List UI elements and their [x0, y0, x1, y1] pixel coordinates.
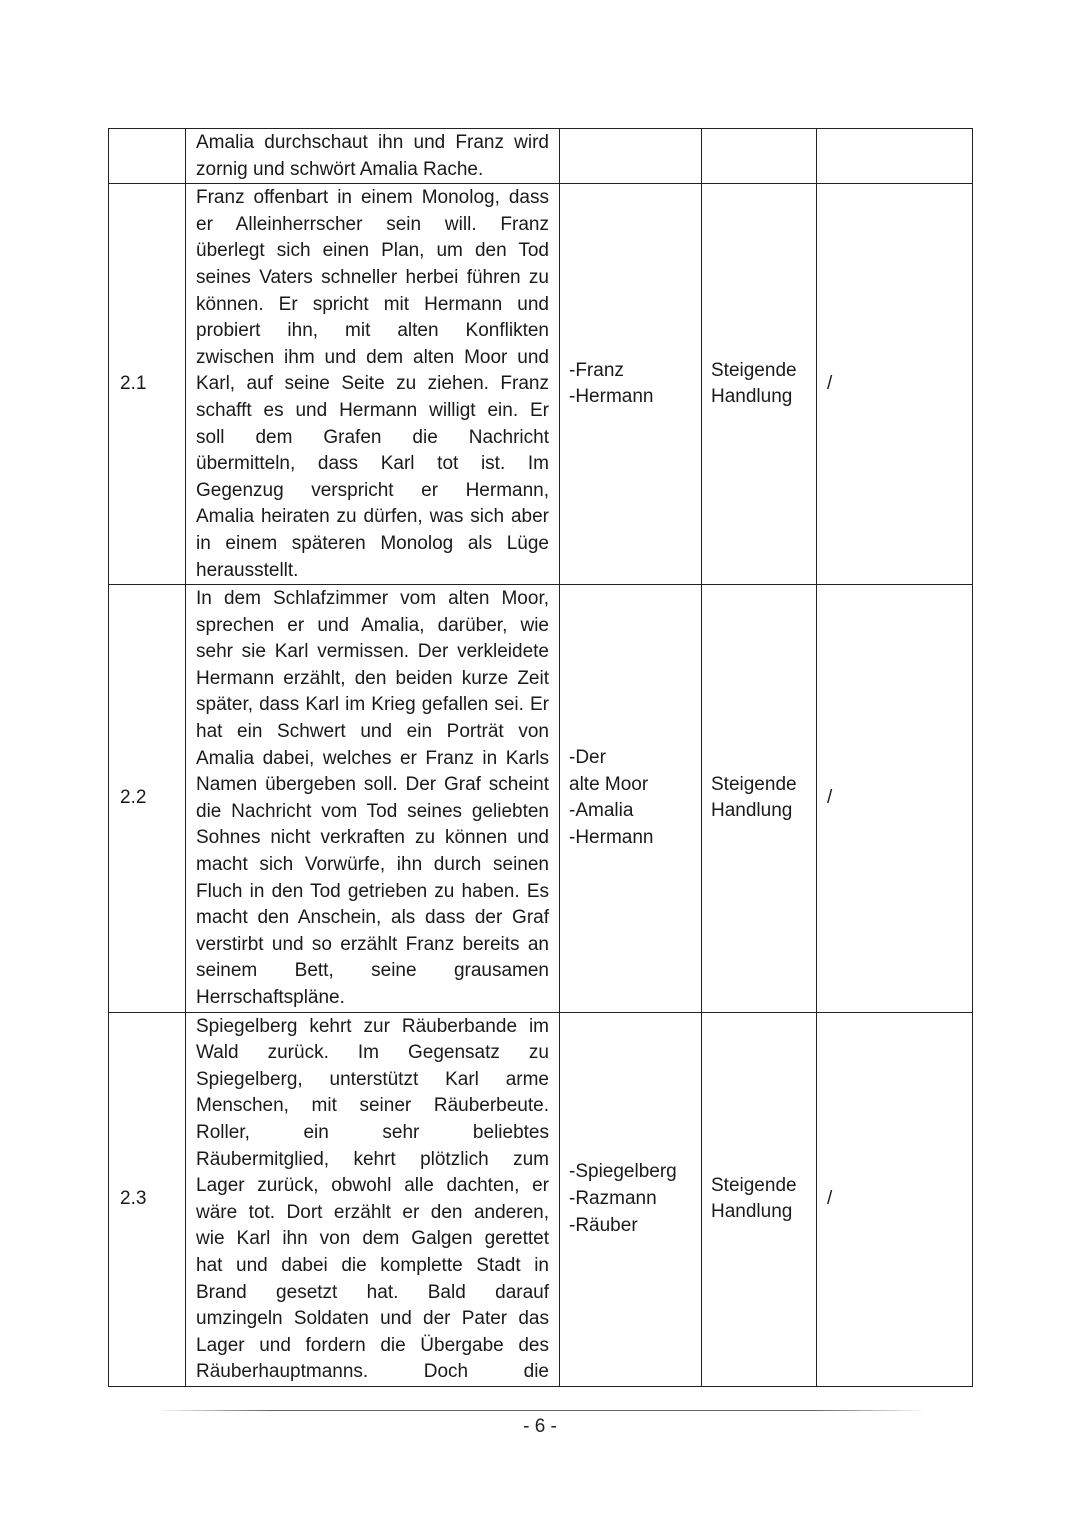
table-row: [109, 129, 973, 184]
footer-divider: [155, 1410, 927, 1411]
table-row: [109, 585, 973, 1013]
page-number: - 6 -: [523, 1416, 557, 1437]
scene-phase: Steigende Handlung: [702, 184, 817, 585]
scene-phase: Steigende Handlung: [702, 1012, 817, 1386]
scene-number: [109, 129, 186, 184]
scene-analysis-table: [108, 128, 973, 1387]
scene-persons: -Der alte Moor -Amalia -Hermann: [560, 585, 702, 1013]
scene-extra: /: [817, 1012, 973, 1386]
scene-phase: [702, 129, 817, 184]
scene-content: Franz offenbart in einem Monolog, dass er Alleinherrscher sein will. Franz überlegt sich einen Plan, um den Tod seines Vaters schneller herbei führen zu können. Er spricht mit Hermann und probiert ihn, mit alten Konflikten zwischen ihm und dem alten Moor und Karl, auf seine Seite zu ziehen. Franz schafft es und Hermann willigt ein. Er soll dem Grafen die Nachricht übermitteln, dass Karl tot ist. Im Gegenzug verspricht er Hermann, Amalia heiraten zu dürfen, was sich aber in einem späteren Monolog als Lüge herausstellt.: [186, 184, 560, 585]
scene-content: Spiegelberg kehrt zur Räuberbande im Wald zurück. Im Gegensatz zu Spiegelberg, unterstützt Karl arme Menschen, mit seiner Räuberbeute. Roller, ein sehr beliebtes Räubermitglied, kehrt plötzlich zum Lager zurück, obwohl alle dachten, er wäre tot. Dort erzählt er den anderen, wie Karl ihn von dem Galgen gerettet hat und dabei die komplette Stadt in Brand gesetzt hat. Bald darauf umzingeln Soldaten und der Pater das Lager und fordern die Übergabe des Räuberhauptmanns. Doch die: [186, 1012, 560, 1386]
scene-extra: [817, 129, 973, 184]
scene-number: 2.3: [109, 1012, 186, 1386]
table-row: [109, 1012, 973, 1386]
scene-content: In dem Schlafzimmer vom alten Moor, sprechen er und Amalia, darüber, wie sehr sie Karl vermissen. Der verkleidete Hermann erzählt, den beiden kurze Zeit später, dass Karl im Krieg gefallen sei. Er hat ein Schwert und ein Porträt von Amalia dabei, welches er Franz in Karls Namen übergeben soll. Der Graf scheint die Nachricht vom Tod seines geliebten Sohnes nicht verkraften zu können und macht sich Vorwürfe, ihn durch seinen Fluch in den Tod getrieben zu haben. Es macht den Anschein, als dass der Graf verstirbt und so erzählt Franz bereits an seinem Bett, seine grausamen Herrschaftspläne.: [186, 585, 560, 1013]
scene-number: 2.2: [109, 585, 186, 1013]
table-row: [109, 184, 973, 585]
scene-extra: /: [817, 184, 973, 585]
scene-phase: Steigende Handlung: [702, 585, 817, 1013]
scene-persons: [560, 129, 702, 184]
scene-persons: -Franz -Hermann: [560, 184, 702, 585]
scene-extra: /: [817, 585, 973, 1013]
scene-content: Amalia durchschaut ihn und Franz wird zornig und schwört Amalia Rache.: [186, 129, 560, 184]
scene-number: 2.1: [109, 184, 186, 585]
scene-persons: -Spiegelberg -Razmann -Räuber: [560, 1012, 702, 1386]
